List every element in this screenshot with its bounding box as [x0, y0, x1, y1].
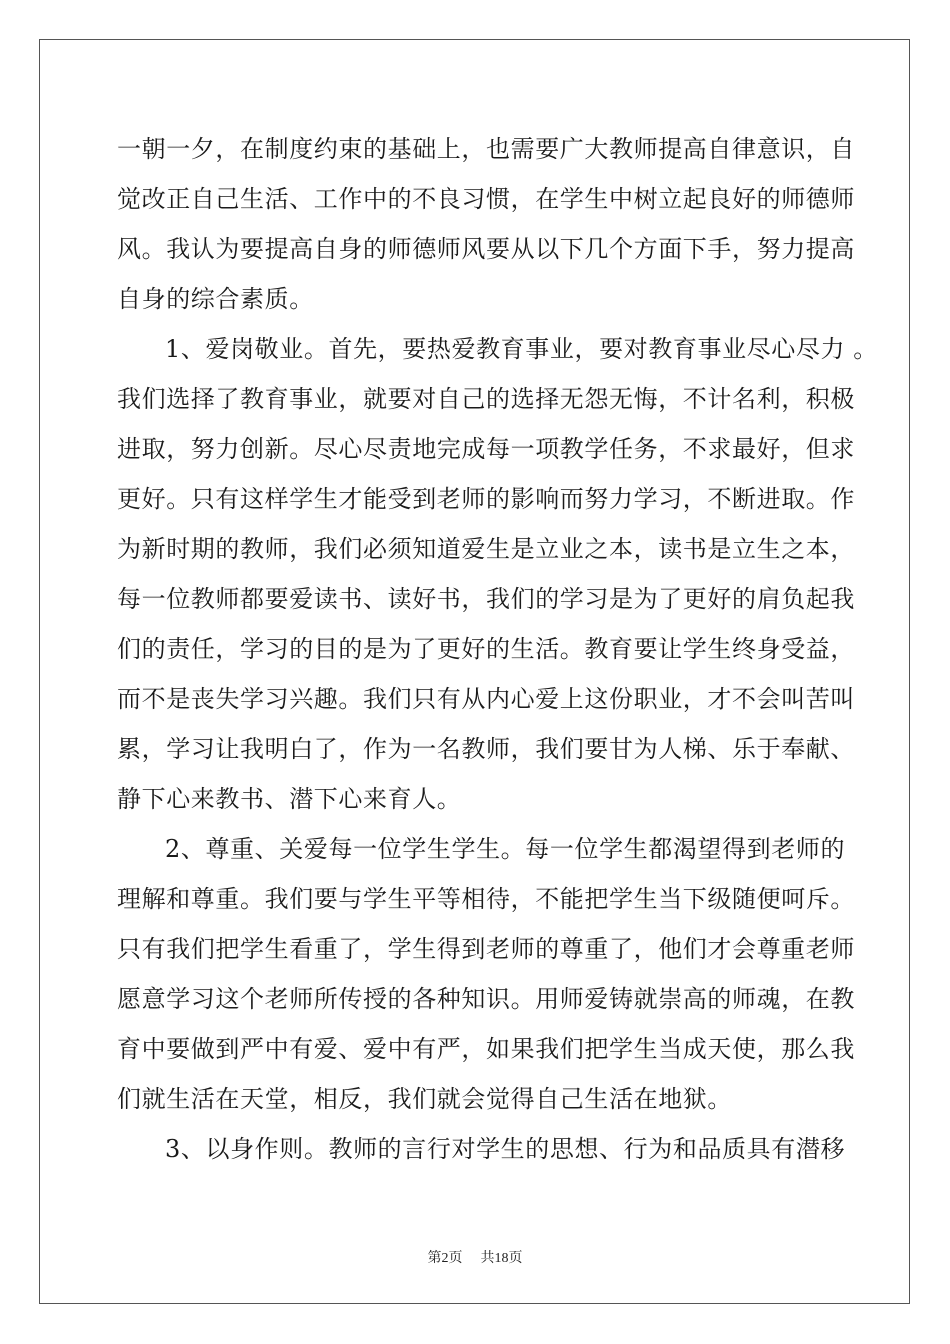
text-line: 只有我们把学生看重了，学生得到老师的尊重了，他们才会尊重老师	[117, 935, 855, 963]
text-line: 们的责任，学习的目的是为了更好的生活。教育要让学生终身受益，	[117, 635, 855, 663]
text-line: 愿意学习这个老师所传授的各种知识。用师爱铸就崇高的师魂，在教	[117, 985, 855, 1013]
text-line: 一朝一夕，在制度约束的基础上，也需要广大教师提高自律意识，自	[117, 135, 855, 163]
text-line: 理解和尊重。我们要与学生平等相待，不能把学生当下级随便呵斥。	[117, 885, 855, 913]
text-line: 静下心来教书、潜下心来育人。	[117, 785, 462, 813]
text-line: 觉改正自己生活、工作中的不良习惯，在学生中树立起良好的师德师	[117, 185, 855, 213]
text-line: 自身的综合素质。	[117, 285, 314, 313]
text-line: 进取，努力创新。尽心尽责地完成每一项教学任务，不求最好，但求	[117, 435, 855, 463]
text-line: 而不是丧失学习兴趣。我们只有从内心爱上这份职业，才不会叫苦叫	[117, 685, 855, 713]
page-total: 共18页	[480, 1251, 523, 1266]
page-footer	[0, 1247, 950, 1267]
page-number: 第2页	[427, 1251, 463, 1266]
text-line: 风。我认为要提高自身的师德师风要从以下几个方面下手，努力提高	[117, 235, 855, 263]
text-line: 1、爱岗敬业。首先，要热爱教育事业，要对教育事业尽心尽力 。	[165, 335, 878, 363]
text-line: 我们选择了教育事业，就要对自己的选择无怨无悔，不计名利，积极	[117, 385, 855, 413]
text-line: 累，学习让我明白了，作为一名教师，我们要甘为人梯、乐于奉献、	[117, 735, 855, 763]
text-line: 3、以身作则。教师的言行对学生的思想、行为和品质具有潜移	[165, 1135, 846, 1163]
text-line: 育中要做到严中有爱、爱中有严，如果我们把学生当成天使，那么我	[117, 1035, 855, 1063]
text-line: 每一位教师都要爱读书、读好书，我们的学习是为了更好的肩负起我	[117, 585, 855, 613]
document-body	[117, 124, 878, 1174]
text-line: 2、尊重、关爱每一位学生学生。每一位学生都渴望得到老师的	[165, 835, 846, 863]
text-line: 更好。只有这样学生才能受到老师的影响而努力学习，不断进取。作	[117, 485, 855, 513]
text-line: 们就生活在天堂，相反，我们就会觉得自己生活在地狱。	[117, 1085, 732, 1113]
text-line: 为新时期的教师，我们必须知道爱生是立业之本，读书是立生之本，	[117, 535, 855, 563]
